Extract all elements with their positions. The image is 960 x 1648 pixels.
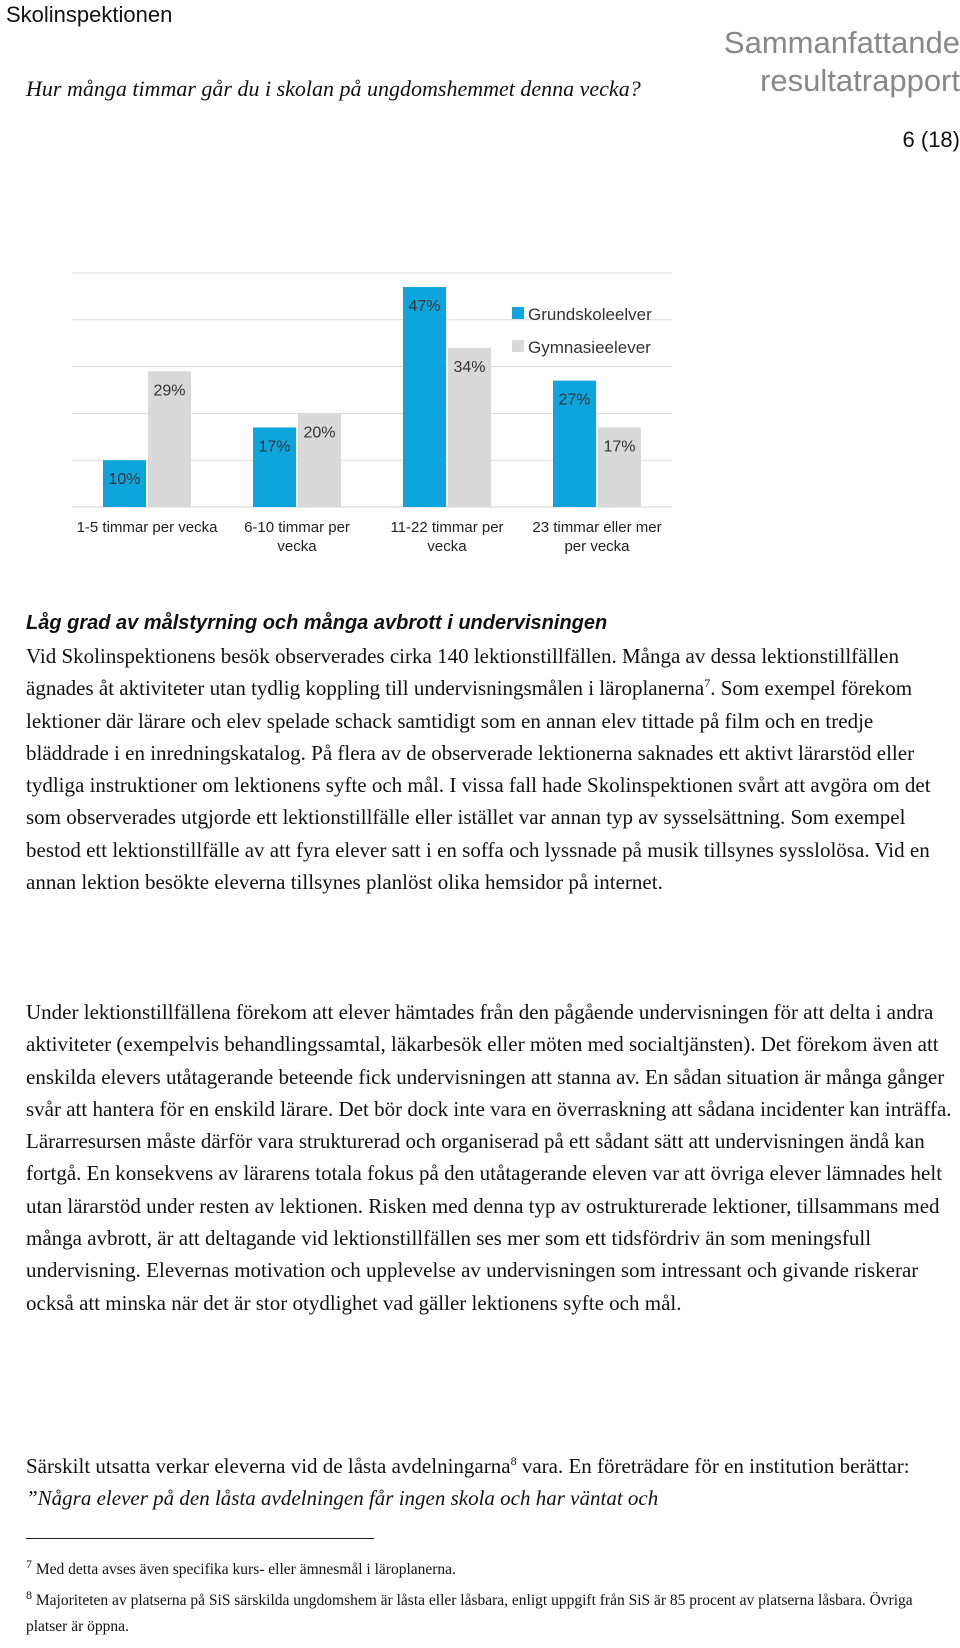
category-label: 6-10 timmar per vecka (244, 519, 350, 555)
bar-chart (0, 0, 960, 600)
bar-grundskoleelver-2 (403, 287, 446, 507)
report-title-line2: resultatrapport (760, 63, 960, 98)
data-label: 34% (453, 358, 486, 376)
footnote-7 (26, 1557, 946, 1583)
data-label: 29% (153, 382, 186, 400)
report-title-line1: Sammanfattande (723, 25, 960, 60)
category-label: 23 timmar eller mer per vecka (532, 519, 662, 555)
footnote-ref-8[interactable]: 8 (510, 1454, 517, 1468)
footnote-8-number: 8 (26, 1588, 32, 1602)
footnote-separator (26, 1538, 374, 1539)
paragraph-2: Under lektionstillfällena förekom att elever hämtades från den pågående undervisningen för att delta i andra aktiviteter (exempelvis behandlingssamtal, läkarbesök eller möten med socialtjänsten). Det förekom även att enskilda elevers utåtagerande beteende fick undervisningen att stanna av. En sådan situation är många gånger svår att hantera för en enskild lärare. Det bör dock inte vara en överraskning att sådana incidenter kan inträffa. Lärarresursen måste därför vara strukturerad och organiserad på ett sådant sätt att undervisningen ändå kan fortgå. En konsekvens av lärarens totala fokus på den utåtagerande eleven var att övriga elever lämnades helt utan lärarstöd under resten av lektionen. Risken med denna typ av ostrukturerade lektioner, tillsammans med många avbrott, är att deltagande vid lektionstillfällen ses mer som ett tidsfördriv än som meningsfull undervisning. Elevernas motivation och upplevelse av undervisningen som intressant och givande riskerar också att minska när det är stor otydlighet vad gäller lektionens syfte och mål. (26, 1000, 952, 1315)
footnote-8 (26, 1588, 946, 1640)
chart-legend (512, 305, 652, 357)
category-label: 1-5 timmar per vecka (76, 519, 218, 536)
category-label: 11-22 timmar per vecka (390, 519, 504, 555)
legend-swatch (512, 340, 524, 352)
data-label: 20% (303, 424, 336, 442)
paragraph-3-text-b: vara. En företrädare för en institution berättar: (516, 1454, 910, 1478)
section-heading: Låg grad av målstyrning och många avbrott i undervisningen (26, 612, 608, 634)
paragraph-3-text-a: Särskilt utsatta verkar eleverna vid de låsta avdelningarna (26, 1454, 511, 1478)
survey-question: Hur många timmar går du i skolan på ungdomshemmet denna vecka? (26, 76, 641, 101)
chart-category-labels (77, 519, 662, 555)
data-label: 17% (258, 438, 291, 456)
footnote-ref-7[interactable]: 7 (704, 676, 711, 691)
footnote-8-text: Majoriteten av platserna på SiS särskilda ungdomshem är låsta eller låsbara, enligt uppgift från SiS är 85 procent av platserna låsbara. Övriga platser är öppna. (26, 1592, 913, 1635)
data-label: 47% (408, 298, 441, 316)
footnote-7-text: Med detta avses även specifika kurs- eller ämnesmål i läroplanerna. (35, 1561, 456, 1578)
paragraph-3 (26, 1450, 956, 1515)
paragraph-1-text-a: Vid Skolinspektionens besök observerades cirka 140 lektionstillfällen. Många av dessa lektionstillfällen ägnades åt aktiviteter utan tydlig koppling till undervisningsmålen i läroplanerna (26, 644, 899, 701)
paragraph-3-quote: ”Några elever på den låsta avdelningen får ingen skola och har väntat och (26, 1486, 659, 1511)
data-label: 10% (108, 471, 141, 489)
data-label: 17% (603, 438, 636, 456)
footnote-7-number: 7 (26, 1557, 32, 1571)
paragraph-1 (26, 640, 956, 898)
paragraph-1-text-b: . Som exempel förekom lektioner där lärare och elev spelade schack samtidigt som en annan elev tittade på film och en tredje bläddrade i en inredningskatalog. På flera av de observerade lektionerna saknades ett aktivt lärarstöd eller tydliga instruktioner om lektionens syfte och mål. I vissa fall hade Skolinspektionen svårt att avgöra om det som observerades utgjorde ett lektionstillfälle eller istället var annan typ av sysselsättning. Som exempel bestod ett lektionstillfälle av att fyra elever satt i en soffa och lyssnade på musik tillsynes sysslolösa. Vid en annan lektion besökte eleverna tillsynes planlöst olika hemsidor på internet. (26, 676, 931, 895)
legend-swatch (512, 307, 524, 319)
page-number: 6 (18) (902, 127, 960, 152)
organization-name: Skolinspektionen (6, 2, 173, 27)
legend-label: Grundskoleelver (528, 305, 652, 324)
data-label: 27% (558, 391, 591, 409)
legend-label: Gymnasieelever (528, 338, 651, 357)
